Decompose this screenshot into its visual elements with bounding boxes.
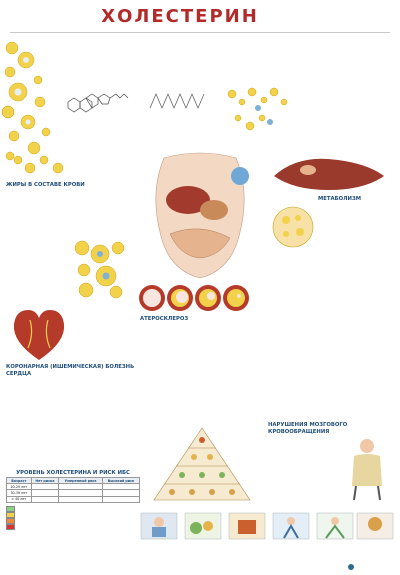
heart-illustration <box>8 304 70 364</box>
table-cell-age: 30-39 лет <box>7 490 32 496</box>
logo-mark-icon <box>348 564 354 570</box>
title-underline <box>10 32 390 33</box>
person-figure-illustration <box>340 436 394 502</box>
table-header-cell: Умеренный риск <box>59 478 103 484</box>
molecule-diagram <box>58 80 392 150</box>
bottom-picture-1 <box>140 512 178 540</box>
bottom-picture-6 <box>356 512 394 540</box>
bottom-picture-2 <box>184 512 222 540</box>
table-header-cell: Высокий риск <box>102 478 139 484</box>
bottom-picture-3 <box>228 512 266 540</box>
bottom-captions <box>6 540 394 560</box>
legend-item <box>6 524 140 530</box>
table-cell <box>59 496 103 502</box>
bottom-picture-4 <box>272 512 310 540</box>
risk-table-heading: УРОВЕНЬ ХОЛЕСТЕРИНА И РИСК ИБС <box>16 470 130 476</box>
table-cell-age: > 40 лет <box>7 496 32 502</box>
lipoprotein-cluster-illustration <box>70 236 132 302</box>
table-header-cell: Возраст <box>7 478 32 484</box>
cholesterol-formula-icon <box>62 84 132 118</box>
legend-swatch-very-high <box>6 524 15 530</box>
metabolism-heading: МЕТАБОЛИЗМ <box>318 196 362 202</box>
atherosclerosis-heading: АТЕРОСКЛЕРОЗ <box>140 316 189 322</box>
lipid-molecules-illustration <box>0 28 62 168</box>
organs-illustration <box>268 150 392 200</box>
cerebral-text-block <box>268 440 340 498</box>
bottom-picture-5 <box>316 512 354 540</box>
table-cell-age: 20-29 лет <box>7 484 32 490</box>
table-cell <box>102 496 139 502</box>
table-row <box>7 496 140 502</box>
table-cell <box>31 496 59 502</box>
chd-heading: КОРОНАРНАЯ (ИШЕМИЧЕСКАЯ) БОЛЕЗНЬ СЕРДЦА <box>6 364 135 377</box>
food-pyramid-illustration <box>152 426 252 502</box>
publisher-logo <box>348 556 396 565</box>
digestion-illustration <box>140 152 260 282</box>
metabolism-section <box>268 196 392 422</box>
chd-section <box>6 364 136 470</box>
table-header-cell: Нет риска <box>31 478 59 484</box>
lipoprotein-particle-icon <box>218 80 298 140</box>
risk-table <box>6 477 140 503</box>
blood-lipids-heading: ЖИРЫ В СОСТАВЕ КРОВИ <box>6 182 85 188</box>
intro-section <box>58 36 392 80</box>
cerebral-heading: НАРУШЕНИЯ МОЗГОВОГО КРОВООБРАЩЕНИЯ <box>268 422 348 435</box>
lipid-molecules-illustration-lower <box>10 150 70 180</box>
artery-cross-sections-illustration <box>138 282 264 314</box>
atherosclerosis-section <box>140 316 264 422</box>
risk-legend <box>6 506 140 530</box>
fatty-acid-chain-icon <box>148 88 208 112</box>
page-title: ХОЛЕСТЕРИН <box>101 6 259 27</box>
